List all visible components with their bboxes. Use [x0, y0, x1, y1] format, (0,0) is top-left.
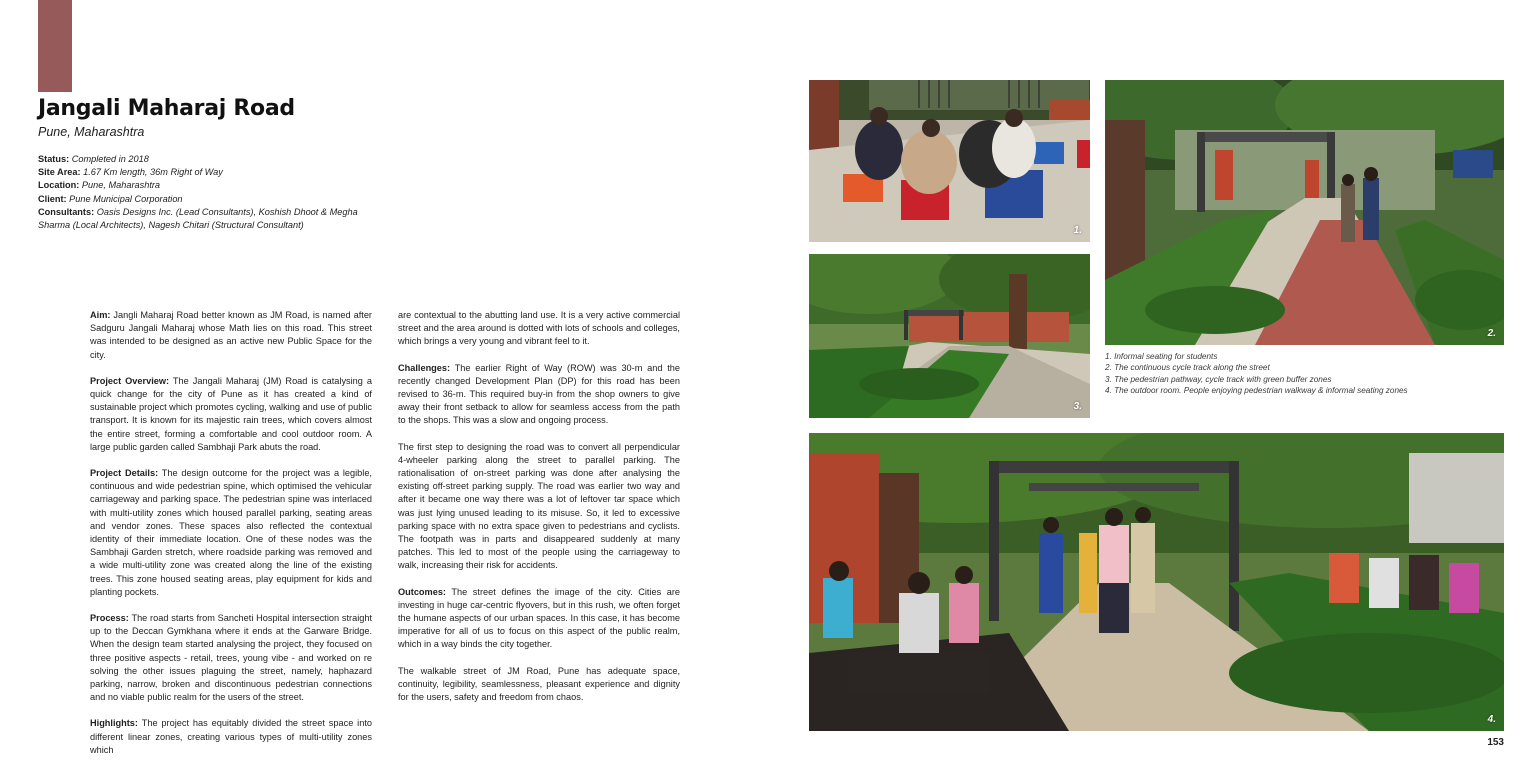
paragraph-continued — [398, 309, 680, 349]
photo-cycle-track — [1105, 80, 1504, 345]
paragraph-details — [90, 467, 372, 599]
body-column-left — [90, 309, 372, 770]
photo-outdoor-room — [809, 433, 1504, 731]
meta-label: Client: — [38, 193, 67, 204]
photo-pedestrian-pathway — [809, 254, 1090, 418]
paragraph-heading: Highlights: — [90, 718, 138, 729]
client-line — [38, 193, 368, 206]
accent-tab — [38, 0, 72, 92]
paragraph-text: The road starts from Sancheti Hospital intersection straight up to the Deccan Gymkhana where it ends at the Garware Bridge. When the design team started analysing the project, they focused on three positive aspects - retail, trees, young vibe - and worked on re solving the other issues plaguing the street, namely, haphazard parking, narrow, broken and discontinuous pedestrian connections and no viable public realm for the users of the street. — [90, 613, 373, 703]
photo-number: 1. — [1073, 225, 1082, 236]
meta-value: Oasis Designs Inc. (Lead Consultants), Koshish Dhoot & Megha Sharma (Local Architects), Nagesh Chitari (Structural Consultant) — [38, 206, 358, 231]
meta-value: Pune, Maharashtra — [81, 180, 161, 191]
page-subtitle: Pune, Maharashtra — [38, 125, 145, 139]
paragraph-text: are contextual to the abutting land use. It is a very active commercial street and the area around is dotted with lots of schools and colleges, which brings a very young and vibrant feel to it. — [398, 310, 680, 347]
paragraph-heading: Project Overview: — [90, 375, 170, 386]
meta-label: Status: — [38, 154, 70, 164]
paragraph-text: The first step to designing the road was to convert all perpendicular 4-wheeler parking along the street to parallel parking. The rationalisation of on-street parking was done after analysing the existing off-street parking supply. The road was earlier two way and after it became one way there was a lot of leftover tar space which was just lying unused leading to its misuse. So, it led to excessive parking space with no extra space given to pedestrians and cyclists. The footpath was in parts and disappeared suddenly at many patches. This led to most of the people using the carriageway to walk, increasing their risk for accidents. — [398, 441, 680, 571]
paragraph-overview — [90, 375, 372, 454]
paragraph-text: The walkable street of JM Road, Pune has adequate space, continuity, legibility, seamlessness, pleasant experience and dignity for the users, safety and freedom from chaos. — [398, 665, 680, 703]
page-title: Jangali Maharaj Road — [38, 96, 295, 121]
paragraph-text: The Jangali Maharaj (JM) Road is catalysing a quick change for the city of Pune as it has created a kind of sustainable project which promotes cycling, walking and use of public transport. It is known for its majestic rain trees, which covers almost the entire street, forming a comfortable and cool outdoor room. A large public garden called Sambhaji Park abuts the road. — [90, 375, 373, 452]
paragraph-heading: Process: — [90, 613, 129, 624]
photo-image — [809, 254, 1090, 418]
caption-4: 4. The outdoor room. People enjoying pedestrian walkway & informal seating zones — [1105, 385, 1408, 395]
paragraph-highlights — [90, 717, 372, 757]
site-area-line — [38, 166, 368, 179]
paragraph-outcomes — [398, 586, 680, 652]
status-line — [38, 153, 368, 166]
photo-image — [809, 80, 1090, 242]
meta-label: Location: — [38, 180, 80, 191]
paragraph-process — [90, 612, 372, 704]
photo-informal-seating — [809, 80, 1090, 242]
meta-label: Consultants: — [38, 206, 95, 217]
body-column-right — [398, 309, 680, 717]
paragraph-text: The earlier Right of Way (ROW) was 30-m and the recently changed Development Plan (DP) for this road has been revised to 36-m. This required buy-in from the shop owners to give away their front setback to allow for seamless access from the path to the shops. This was a slow and ongoing process. — [398, 362, 681, 426]
photo-number: 2. — [1487, 328, 1496, 339]
caption-2: 2. The continuous cycle track along the street — [1105, 363, 1270, 373]
paragraph-text: Jangli Maharaj Road better known as JM Road, is named after Sadguru Jangali Maharaj whose Math lies on this road. This street was intended to be designed as an active new Public Space for the city. — [90, 310, 372, 360]
meta-label: Site Area: — [38, 167, 81, 178]
page-number: 153 — [1487, 737, 1504, 748]
meta-value: 1.67 Km length, 36m Right of Way — [83, 167, 223, 178]
caption-3: 3. The pedestrian pathway, cycle track with green buffer zones — [1105, 374, 1332, 384]
consultants-line — [38, 206, 368, 232]
paragraph-heading: Project Details: — [90, 468, 159, 479]
photo-number: 3. — [1073, 401, 1082, 412]
photo-image — [1105, 80, 1504, 345]
location-line — [38, 179, 368, 192]
photo-number: 4. — [1487, 714, 1496, 725]
paragraph-text: The design outcome for the project was a legible, continuous and wide pedestrian spine, which optimised the vehicular carriageway and parking space. The pedestrian spine was interlaced with multi-utility zones which housed parallel parking, seating areas and vendor zones. These spaces also reflected the contextual identity of their immediate location. One of these nodes was the Sambhaji Garden stretch, where roadside parking was removed and a wide multi-utility zone was created along the line of the existing trees. This zone housed seating areas, play equipment for kids and planting pockets. — [90, 468, 372, 597]
paragraph-challenges — [398, 362, 680, 428]
paragraph-heading: Aim: — [90, 310, 111, 320]
paragraph-text: The project has equitably divided the street space into different linear zones, creating various types of multi-utility zones which — [90, 718, 372, 755]
paragraph-aim — [90, 309, 372, 362]
photo-image — [809, 433, 1504, 731]
paragraph-heading: Outcomes: — [398, 586, 446, 597]
paragraph-first-step — [398, 441, 680, 573]
paragraph-conclusion — [398, 665, 680, 705]
meta-value: Pune Municipal Corporation — [69, 193, 183, 204]
photo-captions — [1105, 351, 1505, 396]
meta-value: Completed in 2018 — [71, 154, 149, 164]
paragraph-text: The street defines the image of the city. Cities are investing in huge car-centric flyovers, but in this rush, we often forget the humane aspects of our urban spaces. In this case, it has become imperative for all of us to focus on this aspect of the public realm, which in a way binds the city together. — [398, 586, 681, 650]
project-info — [38, 153, 368, 232]
caption-1: 1. Informal seating for students — [1105, 352, 1218, 361]
paragraph-heading: Challenges: — [398, 362, 451, 373]
